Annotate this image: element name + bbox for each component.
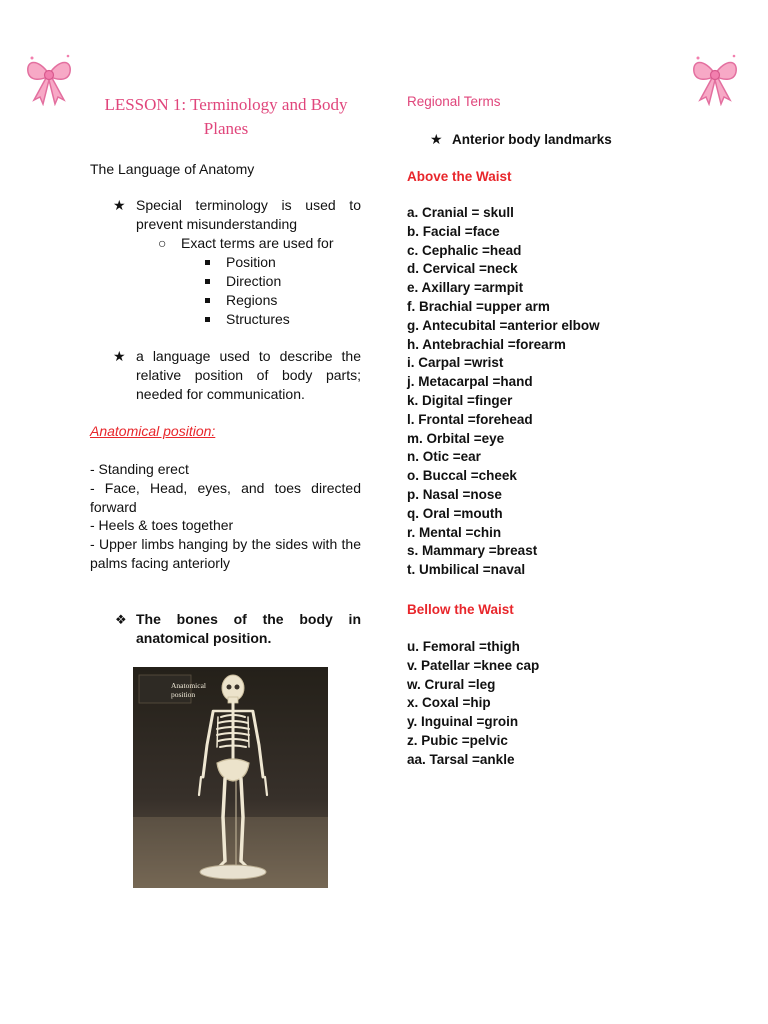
- bullet-special-terminology: Special terminology is used to prevent misunderstanding: [136, 197, 361, 232]
- lesson-title: LESSON 1: Terminology and Body Planes: [104, 95, 348, 138]
- list-item: k. Digital =finger: [407, 392, 513, 408]
- star-bullet-icon: ★: [430, 131, 443, 147]
- list-item: i. Carpal =wrist: [407, 355, 504, 371]
- position-line: - Upper limbs hanging by the sides with the palms facing anteriorly: [90, 536, 361, 571]
- star-bullet-icon: ★: [113, 348, 126, 364]
- list-item: j. Metacarpal =hand: [407, 374, 533, 390]
- square-bullet-icon: [205, 279, 210, 284]
- sub-bullet-exact-terms: Exact terms are used for: [181, 235, 334, 251]
- list-item: d. Cervical =neck: [407, 261, 518, 277]
- diamond-bullet-icon: ❖: [115, 612, 127, 627]
- list-item: e. Axillary =armpit: [407, 280, 524, 296]
- landmarks-bullet: Anterior body landmarks: [452, 132, 612, 147]
- star-bullet-icon: ★: [113, 197, 126, 213]
- list-item: x. Coxal =hip: [407, 695, 491, 711]
- above-waist-heading: Above the Waist: [407, 169, 512, 184]
- pink-ribbon-bow-icon: [690, 52, 740, 106]
- skeleton-photo: [133, 667, 328, 888]
- list-item: w. Crural =leg: [407, 676, 496, 692]
- list-item: v. Patellar =knee cap: [407, 657, 540, 673]
- list-item: y. Inguinal =groin: [407, 714, 519, 730]
- photo-label: Anatomical position: [171, 681, 206, 699]
- list-item: r. Mental =chin: [407, 524, 502, 540]
- list-item: n. Otic =ear: [407, 449, 481, 465]
- position-line: - Face, Head, eyes, and toes directed forward: [90, 480, 361, 515]
- list-item: z. Pubic =pelvic: [407, 732, 508, 748]
- list-item: h. Antebrachial =forearm: [407, 336, 566, 352]
- position-line: - Standing erect: [90, 461, 189, 477]
- anatomical-position-heading: Anatomical position:: [90, 423, 216, 439]
- list-item: aa. Tarsal =ankle: [407, 751, 515, 767]
- list-item: m. Orbital =eye: [407, 430, 505, 446]
- section-heading: The Language of Anatomy: [90, 161, 255, 177]
- pink-ribbon-bow-icon: [24, 52, 74, 106]
- position-line: - Heels & toes together: [90, 517, 234, 533]
- square-bullet-icon: [205, 298, 210, 303]
- regional-terms-heading: Regional Terms: [407, 94, 501, 109]
- list-item: f. Brachial =upper arm: [407, 298, 550, 314]
- square-bullet-icon: [205, 317, 210, 322]
- list-item: b. Facial =face: [407, 223, 500, 239]
- list-item: Direction: [226, 273, 282, 289]
- list-item: Position: [226, 254, 276, 270]
- list-item: c. Cephalic =head: [407, 242, 522, 258]
- list-item: a. Cranial = skull: [407, 205, 514, 220]
- above-waist-list: [407, 204, 600, 580]
- below-waist-list: [407, 638, 539, 770]
- bullet-language-description: a language used to describe the relative position of body parts; needed for communication.: [136, 348, 361, 402]
- list-item: o. Buccal =cheek: [407, 468, 517, 484]
- list-item: l. Frontal =forehead: [407, 411, 533, 427]
- list-item: Regions: [226, 292, 278, 308]
- list-item: s. Mammary =breast: [407, 543, 538, 559]
- list-item: Structures: [226, 311, 290, 327]
- list-item: p. Nasal =nose: [407, 486, 502, 502]
- square-bullet-icon: [205, 260, 210, 265]
- list-item: u. Femoral =thigh: [407, 639, 520, 654]
- circle-bullet-icon: ○: [158, 235, 167, 251]
- list-item: q. Oral =mouth: [407, 505, 503, 521]
- bones-bullet: The bones of the body in anatomical position.: [136, 611, 361, 646]
- below-waist-heading: Bellow the Waist: [407, 602, 514, 617]
- list-item: g. Antecubital =anterior elbow: [407, 317, 600, 333]
- list-item: t. Umbilical =naval: [407, 562, 526, 578]
